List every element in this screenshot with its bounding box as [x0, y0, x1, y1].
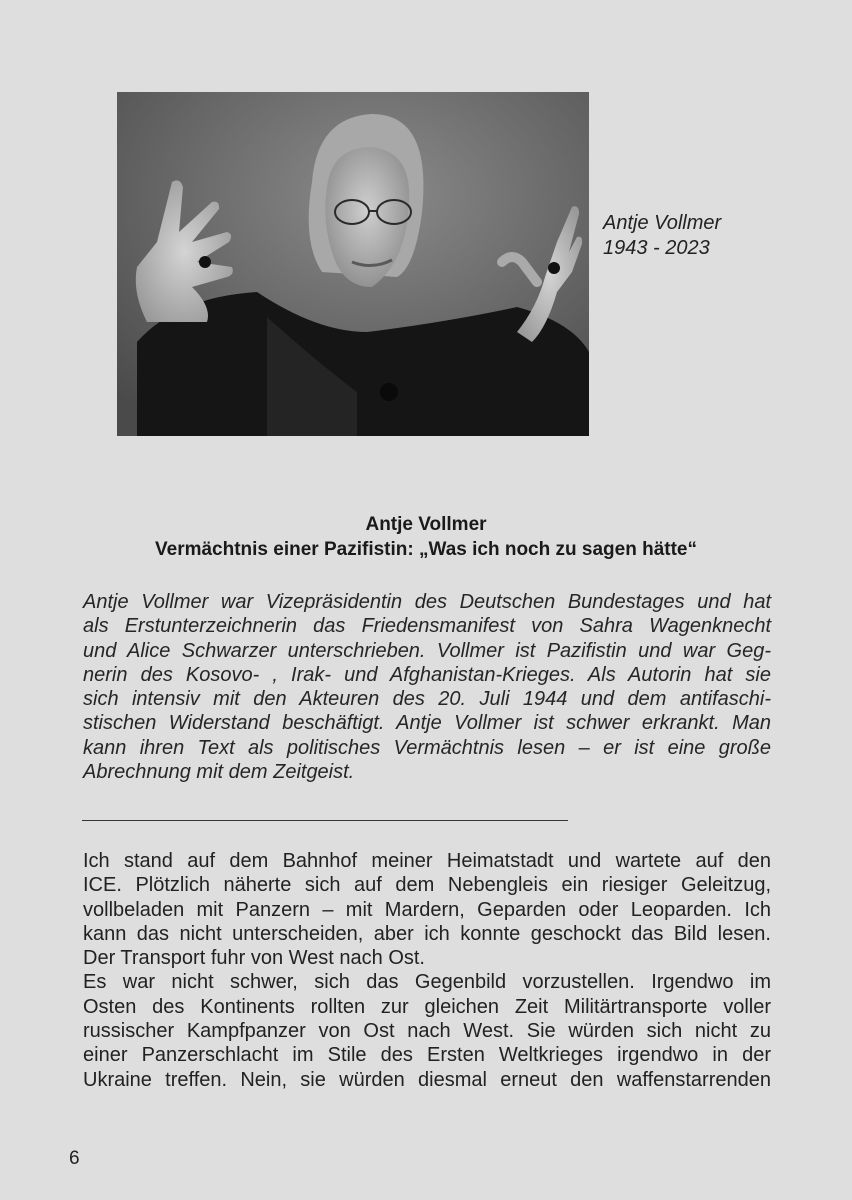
- body-line: ICE. Plötzlich näherte sich auf dem Nebengleis ein riesiger Geleitzug,: [83, 874, 771, 897]
- intro-line: nerin des Kosovo- , Irak- und Afghanistan-Krieges. Als Autorin hat sie: [83, 663, 771, 686]
- intro-paragraph: [83, 590, 771, 784]
- intro-line: kann ihren Text als politisches Vermächtnis lesen – er ist eine große: [83, 736, 771, 759]
- article-author: Antje Vollmer: [365, 514, 487, 535]
- body-line: einer Panzerschlacht im Stile des Ersten Weltkrieges irgendwo in der: [83, 1044, 771, 1067]
- caption-years: 1943 - 2023: [603, 237, 710, 259]
- portrait-photo: [117, 92, 589, 436]
- article-heading: [0, 512, 852, 562]
- body-line: Ukraine treffen. Nein, sie würden diesmal erneut den waffenstarrenden: [83, 1068, 771, 1091]
- body-line: Osten des Kontinents rollten zur gleichen Zeit Militärtransporte voller: [83, 995, 771, 1018]
- article-title: Vermächtnis einer Pazifistin: „Was ich noch zu sagen hätte“: [155, 539, 697, 560]
- intro-line: als Erstunterzeichnerin das Friedensmanifest von Sahra Wagenknecht: [83, 615, 771, 638]
- intro-line: Abrechnung mit dem Zeitgeist.: [83, 761, 355, 784]
- body-line: Ich stand auf dem Bahnhof meiner Heimatstadt und wartete auf den: [83, 850, 771, 872]
- body-line: Der Transport fuhr von West nach Ost.: [83, 947, 425, 970]
- body-line: Es war nicht schwer, sich das Gegenbild vorzustellen. Irgendwo im: [83, 971, 771, 994]
- separator-rule: [82, 820, 568, 821]
- photo-caption: [603, 211, 721, 261]
- body-paragraphs: [83, 849, 771, 1092]
- intro-line: sich intensiv mit den Akteuren des 20. Juli 1944 und dem antifaschi-: [83, 688, 771, 711]
- portrait-illustration: [117, 92, 589, 436]
- intro-line: Antje Vollmer war Vizepräsidentin des Deutschen Bundestages und hat: [83, 591, 771, 613]
- body-line: russischer Kampfpanzer von Ost nach West. Sie würden sich nicht zu: [83, 1020, 771, 1043]
- page-number: 6: [69, 1148, 80, 1169]
- caption-name: Antje Vollmer: [603, 212, 722, 234]
- intro-line: und Alice Schwarzer unterschrieben. Vollmer ist Pazifistin und war Geg-: [83, 639, 771, 662]
- intro-line: stischen Widerstand beschäftigt. Antje Vollmer ist schwer erkrankt. Man: [83, 712, 771, 735]
- body-line: kann das nicht unterscheiden, aber ich konnte geschockt das Bild lesen.: [83, 922, 771, 945]
- body-line: vollbeladen mit Panzern – mit Mardern, Geparden oder Leoparden. Ich: [83, 898, 771, 921]
